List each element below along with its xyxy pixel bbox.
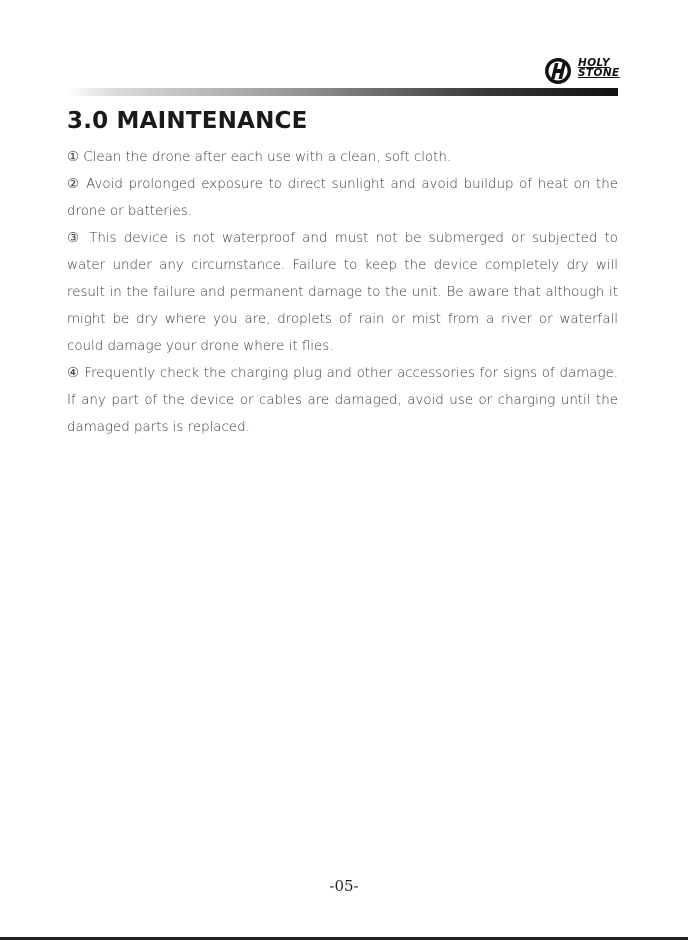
logo-line-2: STONE (578, 67, 620, 79)
page-number: -05- (329, 877, 359, 895)
maintenance-item-3: ③ This device is not waterproof and must not be submerged or subjected to water under any circumstance. Failure to keep the device completely dry will result in the failure and permanent damage to the unit. Be aware that although it might be dry where you are, droplets of rain or mist from a river or waterfall could damage your drone where it flies. (67, 231, 618, 354)
maintenance-item-2: ② Avoid prolonged exposure to direct sunlight and avoid buildup of heat on the drone or batteries. (67, 177, 618, 219)
header-gradient-rule (67, 88, 618, 96)
logo-wordmark (578, 58, 620, 78)
maintenance-item-4: ④ Frequently check the charging plug and other accessories for signs of damage. If any part of the device or cables are damaged, avoid use or charging until the damaged parts is replaced. (67, 366, 618, 435)
maintenance-item-1: ① Clean the drone after each use with a clean, soft cloth. (67, 150, 452, 165)
holy-stone-logo (542, 56, 622, 86)
holy-stone-logo-icon (542, 56, 576, 86)
maintenance-content (67, 144, 618, 441)
logo-line-1: HOLY (578, 57, 610, 69)
section-title: 3.0 MAINTENANCE (67, 108, 308, 134)
